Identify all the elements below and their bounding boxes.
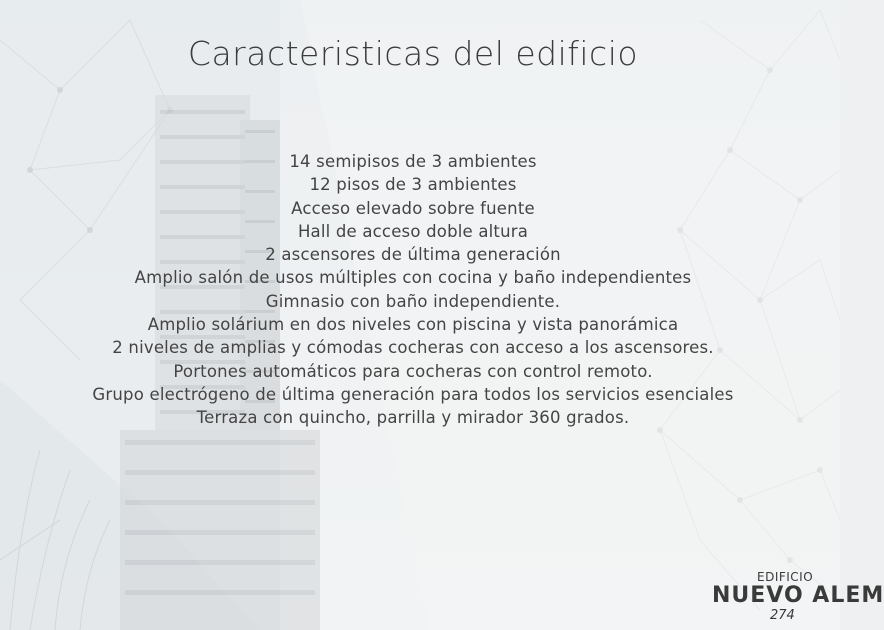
list-item: Amplio solárium en dos niveles con piscina y vista panorámica	[147, 315, 679, 335]
list-item: 12 pisos de 3 ambientes	[309, 175, 517, 195]
list-item: Terraza con quincho, parrilla y mirador 360 grados.	[196, 408, 630, 428]
list-item: Grupo electrógeno de última generación para todos los servicios esenciales	[92, 384, 734, 404]
list-item: Gimnasio con baño independiente.	[265, 291, 561, 311]
page-title: Caracteristicas del edificio	[187, 34, 639, 73]
brand-line-edificio: EDIFICIO	[757, 570, 814, 584]
list-item: Acceso elevado sobre fuente	[291, 198, 535, 218]
list-item: 2 ascensores de última generación	[265, 245, 561, 265]
list-item: 2 niveles de amplias y cómodas cocheras con acceso a los ascensores.	[112, 338, 714, 358]
brand-logo	[712, 570, 884, 630]
brand-line-number: 274	[770, 608, 795, 623]
feature-list	[0, 150, 826, 430]
list-item: Hall de acceso doble altura	[297, 221, 529, 241]
list-item: Amplio salón de usos múltiples con cocina y baño independientes	[134, 268, 692, 288]
brand-line-name: NUEVO ALEM	[712, 583, 884, 608]
list-item: Portones automáticos para cocheras con control remoto.	[173, 361, 653, 381]
list-item: 14 semipisos de 3 ambientes	[289, 152, 537, 171]
